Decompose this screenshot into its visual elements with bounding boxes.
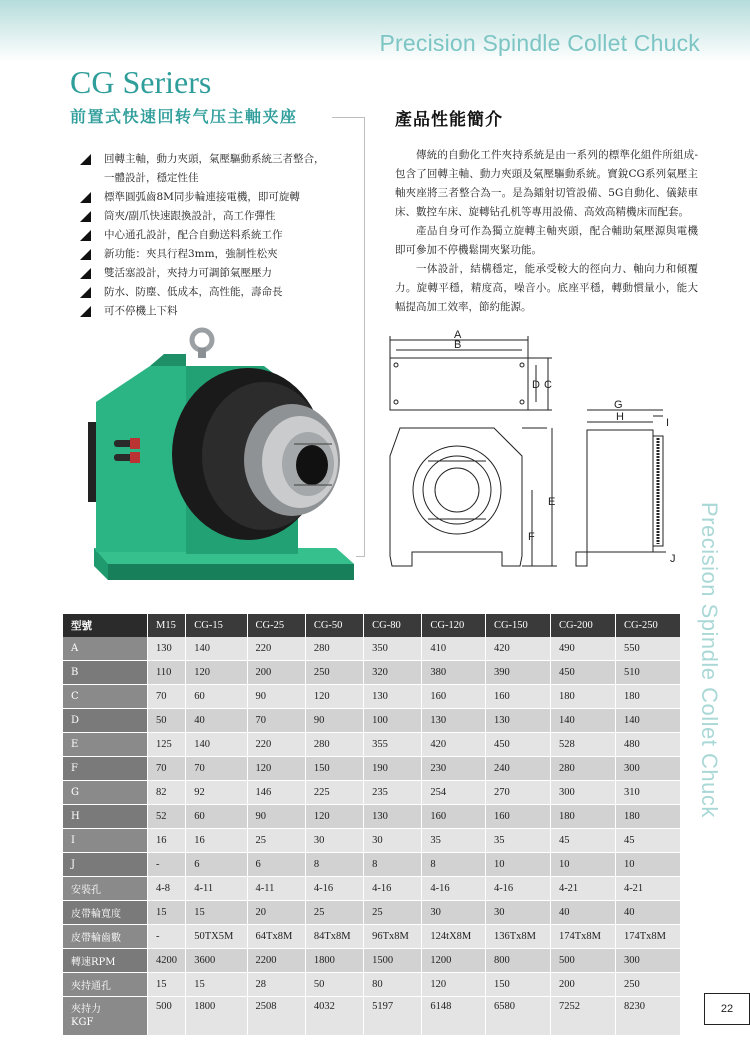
table-cell: 4-16 <box>422 877 486 901</box>
table-cell: 120 <box>305 805 363 829</box>
page-number: 22 <box>704 993 750 1025</box>
table-cell: 2200 <box>247 949 305 973</box>
row-label: 皮帶輪寬度 <box>63 901 148 925</box>
feature-item: 筒夾/副爪快速跟換設計，高工作彈性 <box>78 207 360 226</box>
table-cell: 52 <box>148 805 186 829</box>
row-label: 夾持通孔 <box>63 973 148 997</box>
feature-list <box>78 150 360 321</box>
table-cell: 160 <box>485 805 550 829</box>
table-cell: 120 <box>247 757 305 781</box>
table-cell: 2508 <box>247 997 305 1036</box>
table-cell: - <box>148 853 186 877</box>
dim-label-a: A <box>454 330 462 341</box>
table-cell: 82 <box>148 781 186 805</box>
spec-table <box>63 614 681 1036</box>
performance-text <box>395 146 698 317</box>
table-row <box>63 805 681 829</box>
table-row <box>63 877 681 901</box>
dim-label-c: C <box>544 379 552 391</box>
table-cell: 100 <box>364 709 422 733</box>
bullet-triangle-icon <box>80 306 91 317</box>
table-cell: 4-21 <box>615 877 680 901</box>
table-cell: 25 <box>364 901 422 925</box>
table-cell: 50 <box>148 709 186 733</box>
bullet-triangle-icon <box>80 287 91 298</box>
table-cell: 6 <box>186 853 247 877</box>
table-cell: 280 <box>550 757 615 781</box>
table-cell: 3600 <box>186 949 247 973</box>
table-cell: 140 <box>550 709 615 733</box>
technical-drawing <box>382 330 682 590</box>
table-cell: 420 <box>485 637 550 661</box>
row-label: 皮帶輪齒數 <box>63 925 148 949</box>
table-header-cell: CG-25 <box>247 614 305 637</box>
table-cell: 96Tx8M <box>364 925 422 949</box>
bullet-triangle-icon <box>80 192 91 203</box>
table-cell: 30 <box>422 901 486 925</box>
table-cell: 160 <box>422 685 486 709</box>
table-row <box>63 997 681 1036</box>
table-cell: 270 <box>485 781 550 805</box>
table-header-cell: CG-80 <box>364 614 422 637</box>
table-cell: 90 <box>247 685 305 709</box>
side-title: Precision Spindle Collet Chuck <box>697 502 722 818</box>
table-row <box>63 757 681 781</box>
table-cell: 15 <box>186 973 247 997</box>
bullet-triangle-icon <box>80 249 91 260</box>
table-cell: 4-16 <box>364 877 422 901</box>
performance-paragraph: 產品自身可作為獨立旋轉主軸夾頭，配合輔助氣壓源與電機即可參加不停機鬆開夾緊功能。 <box>395 225 698 256</box>
table-cell: 490 <box>550 637 615 661</box>
table-cell: 92 <box>186 781 247 805</box>
table-cell: 180 <box>550 685 615 709</box>
table-cell: 120 <box>186 661 247 685</box>
table-header-cell: CG-250 <box>615 614 680 637</box>
table-cell: 380 <box>422 661 486 685</box>
table-cell: 1200 <box>422 949 486 973</box>
row-label-line: 夾持力 <box>71 1004 101 1015</box>
table-cell: 174Tx8M <box>550 925 615 949</box>
feature-item: 可不停機上下料 <box>78 302 360 321</box>
table-cell: 280 <box>305 733 363 757</box>
table-cell: 120 <box>422 973 486 997</box>
row-label-line: KGF <box>71 1017 94 1028</box>
table-cell: 500 <box>148 997 186 1036</box>
table-cell: 50 <box>305 973 363 997</box>
table-cell: 250 <box>305 661 363 685</box>
table-row <box>63 637 681 661</box>
performance-paragraph: 一体設計，結構穩定，能承受較大的徑向力、軸向力和傾覆力。旋轉平穩，精度高，噪音小。底座平穩，轉動慣量小，能大幅提高加工效率，節約能源。 <box>395 263 698 313</box>
table-cell: 225 <box>305 781 363 805</box>
row-label: C <box>63 685 148 709</box>
table-cell: 60 <box>186 805 247 829</box>
table-cell: 45 <box>550 829 615 853</box>
table-cell: 4-11 <box>186 877 247 901</box>
table-cell: 5197 <box>364 997 422 1036</box>
table-cell: 50TX5M <box>186 925 247 949</box>
table-cell: 16 <box>148 829 186 853</box>
table-cell: 355 <box>364 733 422 757</box>
table-cell: 220 <box>247 637 305 661</box>
table-cell: 130 <box>148 637 186 661</box>
table-cell: 45 <box>615 829 680 853</box>
table-cell: 200 <box>550 973 615 997</box>
table-cell: 550 <box>615 637 680 661</box>
table-header-cell: M15 <box>148 614 186 637</box>
table-cell: 528 <box>550 733 615 757</box>
table-header-cell: CG-50 <box>305 614 363 637</box>
table-cell: 90 <box>247 805 305 829</box>
table-row <box>63 925 681 949</box>
table-cell: 130 <box>364 685 422 709</box>
table-row <box>63 949 681 973</box>
table-cell: 4200 <box>148 949 186 973</box>
table-cell: 240 <box>485 757 550 781</box>
table-cell: 64Tx8M <box>247 925 305 949</box>
table-cell: 320 <box>364 661 422 685</box>
feature-item: 中心通孔設計，配合自動送料系統工作 <box>78 226 360 245</box>
table-cell: 10 <box>485 853 550 877</box>
table-cell: 30 <box>305 829 363 853</box>
table-cell: 25 <box>305 901 363 925</box>
table-cell: 480 <box>615 733 680 757</box>
table-cell: 30 <box>364 829 422 853</box>
row-label: G <box>63 781 148 805</box>
table-cell: 510 <box>615 661 680 685</box>
table-cell: 40 <box>186 709 247 733</box>
table-header-cell: CG-200 <box>550 614 615 637</box>
table-cell: 40 <box>550 901 615 925</box>
table-cell: 190 <box>364 757 422 781</box>
feature-item: 新功能：夾具行程3mm，強制性松夾 <box>78 245 360 264</box>
table-row <box>63 685 681 709</box>
table-cell: 8 <box>422 853 486 877</box>
bullet-triangle-icon <box>80 268 91 279</box>
dim-label-d: D <box>532 379 540 391</box>
dim-label-h: H <box>616 411 624 423</box>
table-cell: 230 <box>422 757 486 781</box>
table-cell: 300 <box>615 949 680 973</box>
table-cell: 125 <box>148 733 186 757</box>
table-cell: 160 <box>422 805 486 829</box>
product-image <box>88 322 358 584</box>
table-row <box>63 781 681 805</box>
table-header-cell: CG-15 <box>186 614 247 637</box>
table-cell: 4-11 <box>247 877 305 901</box>
table-row <box>63 973 681 997</box>
table-header-cell: 型號 <box>63 614 148 637</box>
bracket-top-line <box>332 117 364 118</box>
table-cell: 410 <box>422 637 486 661</box>
table-cell: 8 <box>364 853 422 877</box>
table-cell: 60 <box>186 685 247 709</box>
table-cell: 80 <box>364 973 422 997</box>
table-cell: 70 <box>186 757 247 781</box>
table-cell: 300 <box>550 781 615 805</box>
table-row <box>63 709 681 733</box>
table-cell: 6148 <box>422 997 486 1036</box>
table-cell: 180 <box>615 685 680 709</box>
feature-item: 防水、防塵、低成本，高性能，壽命長 <box>78 283 360 302</box>
table-row <box>63 733 681 757</box>
table-cell: 254 <box>422 781 486 805</box>
row-label: B <box>63 661 148 685</box>
table-cell: 15 <box>148 973 186 997</box>
table-cell: 136Tx8M <box>485 925 550 949</box>
table-cell: 174Tx8M <box>615 925 680 949</box>
series-title: CG Seriers <box>70 64 212 100</box>
dim-label-j: J <box>670 553 676 565</box>
table-row <box>63 901 681 925</box>
table-cell: 4-8 <box>148 877 186 901</box>
dim-label-b: B <box>454 339 462 351</box>
table-cell: 70 <box>148 757 186 781</box>
table-cell: 15 <box>148 901 186 925</box>
table-cell: 35 <box>485 829 550 853</box>
table-cell: 450 <box>485 733 550 757</box>
table-header-cell: CG-150 <box>485 614 550 637</box>
table-header-cell: CG-120 <box>422 614 486 637</box>
table-cell: 4-16 <box>485 877 550 901</box>
feature-item: 一體設計，穩定性佳 <box>104 172 199 184</box>
table-cell: 4032 <box>305 997 363 1036</box>
table-cell: 500 <box>550 949 615 973</box>
table-cell: 180 <box>615 805 680 829</box>
table-cell: 7252 <box>550 997 615 1036</box>
bracket-line <box>364 117 365 557</box>
table-cell: 130 <box>485 709 550 733</box>
feature-item: 回轉主軸，動力夾頭，氣壓驅動系統三者整合， <box>78 150 360 169</box>
row-label: H <box>63 805 148 829</box>
dim-label-e: E <box>548 496 556 508</box>
row-label: I <box>63 829 148 853</box>
table-cell: 235 <box>364 781 422 805</box>
feature-item: 雙活塞設計，夾持力可調節氣壓壓力 <box>78 264 360 283</box>
table-cell: 15 <box>186 901 247 925</box>
dim-label-g: G <box>614 399 623 411</box>
table-cell: 150 <box>305 757 363 781</box>
table-cell: 20 <box>247 901 305 925</box>
row-label: 轉速RPM <box>63 949 148 973</box>
table-cell: 120 <box>305 685 363 709</box>
table-cell: 390 <box>485 661 550 685</box>
table-cell: 450 <box>550 661 615 685</box>
table-cell: 90 <box>305 709 363 733</box>
feature-item: 標準圓弧齒8M同步輪連接電機，即可旋轉 <box>78 188 360 207</box>
bullet-triangle-icon <box>80 230 91 241</box>
row-label: D <box>63 709 148 733</box>
table-cell: 28 <box>247 973 305 997</box>
table-cell: 300 <box>615 757 680 781</box>
table-cell: 350 <box>364 637 422 661</box>
table-cell: 420 <box>422 733 486 757</box>
table-cell: - <box>148 925 186 949</box>
table-cell: 146 <box>247 781 305 805</box>
table-cell: 110 <box>148 661 186 685</box>
row-label: A <box>63 637 148 661</box>
table-cell: 124tX8M <box>422 925 486 949</box>
table-cell: 35 <box>422 829 486 853</box>
table-cell: 220 <box>247 733 305 757</box>
table-cell: 280 <box>305 637 363 661</box>
table-cell: 25 <box>247 829 305 853</box>
table-cell: 8 <box>305 853 363 877</box>
table-cell: 84Tx8M <box>305 925 363 949</box>
table-header-row <box>63 614 681 637</box>
table-cell: 40 <box>615 901 680 925</box>
table-cell: 180 <box>550 805 615 829</box>
table-cell: 310 <box>615 781 680 805</box>
dim-label-f: F <box>528 531 535 543</box>
table-cell: 6 <box>247 853 305 877</box>
table-row <box>63 661 681 685</box>
series-subtitle: 前置式快速回转气压主軸夹座 <box>70 107 298 126</box>
bullet-triangle-icon <box>80 211 91 222</box>
table-cell: 10 <box>550 853 615 877</box>
dim-label-i: I <box>666 417 670 429</box>
row-label: J <box>63 853 148 877</box>
table-cell: 1800 <box>186 997 247 1036</box>
table-row <box>63 829 681 853</box>
table-cell: 16 <box>186 829 247 853</box>
table-cell: 4-21 <box>550 877 615 901</box>
bullet-triangle-icon <box>80 154 91 165</box>
table-cell: 250 <box>615 973 680 997</box>
row-label <box>63 997 148 1036</box>
table-cell: 140 <box>186 733 247 757</box>
row-label: E <box>63 733 148 757</box>
table-cell: 70 <box>148 685 186 709</box>
table-cell: 130 <box>364 805 422 829</box>
table-cell: 160 <box>485 685 550 709</box>
table-cell: 130 <box>422 709 486 733</box>
table-cell: 6580 <box>485 997 550 1036</box>
table-cell: 10 <box>615 853 680 877</box>
row-label: F <box>63 757 148 781</box>
table-cell: 800 <box>485 949 550 973</box>
table-cell: 30 <box>485 901 550 925</box>
table-cell: 1800 <box>305 949 363 973</box>
table-row <box>63 853 681 877</box>
performance-title: 產品性能簡介 <box>395 110 503 130</box>
table-cell: 8230 <box>615 997 680 1036</box>
table-cell: 150 <box>485 973 550 997</box>
header-title: Precision Spindle Collet Chuck <box>379 30 700 56</box>
performance-paragraph: 傳統的自動化工件夾持系統是由一系列的標準化組件所組成-包含了回轉主軸、動力夾頭及氣壓驅動系統。寶銳CG系列氣壓主軸夾座將三者整合為一。是為鐳射切管設備、5G自動化、儀錶車床、數控车床、旋轉钻孔机等專用設備、高效高精機床而配套。 <box>395 149 698 218</box>
table-cell: 1500 <box>364 949 422 973</box>
table-cell: 4-16 <box>305 877 363 901</box>
table-cell: 200 <box>247 661 305 685</box>
table-cell: 140 <box>615 709 680 733</box>
table-cell: 70 <box>247 709 305 733</box>
table-cell: 140 <box>186 637 247 661</box>
row-label: 安裝孔 <box>63 877 148 901</box>
